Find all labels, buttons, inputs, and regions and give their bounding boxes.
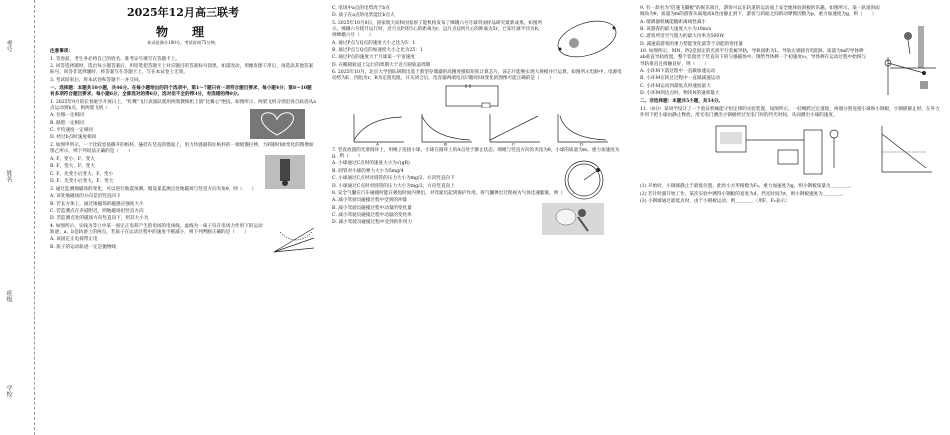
notice-title: 注意事项： bbox=[50, 49, 73, 55]
q4-figure-field-lines bbox=[272, 224, 316, 254]
q7-option-c: C. 小球通过C点时对圆管的压力大小为mg/2，方向竖直向下 bbox=[332, 176, 455, 182]
q11-apparatus bbox=[714, 120, 864, 182]
q1-stem: 1. 2025年9月的长春航空开放日上，"红鹰"飞行表演队使用两架教练机上演"比翼心"绝技。如图所示，两架飞机分别沿各自轨迹从a点运动到b点，则两架飞机（ ） bbox=[50, 99, 316, 111]
q11-graph bbox=[876, 122, 936, 178]
notice-2: 2. 回答选择题时，选出每小题答案后，用铅笔把答题卡上对应题目的答案标号涂黑。如需改动，用橡皮擦干净后，再选涂其他答案标号。回答非选择题时，将答案写在答题卡上，写在本试卷上无效。 bbox=[50, 64, 314, 76]
q2-block bbox=[50, 157, 316, 187]
q3-option-a: A. 该处地磁场的方向是沿竖直向下 bbox=[50, 194, 121, 200]
side-label-class: 班级 bbox=[5, 290, 12, 302]
q5-option-d: D. 在椭圆轨道上运行的周期大于近月圆轨道周期 bbox=[332, 62, 431, 68]
svg-text:C: C bbox=[512, 141, 516, 146]
q11-figures bbox=[640, 120, 940, 184]
q4-option-c: C. 电场中a点的电势高于b点 bbox=[332, 6, 390, 11]
q11-part-1: (1) 开始时，小钢球静止于最低位置，此时小方形格数为F₀，重力加速度为g，则小钢板质量为＿＿＿＿。 bbox=[640, 184, 854, 190]
q5-block bbox=[332, 21, 622, 69]
q11-part-2: (2) 若计时器开始工作，某次实验中测得小钢板的宽度为d，挡光时间为t，则小钢板速度为＿＿＿＿。 bbox=[640, 191, 846, 197]
q4-option-a: A. 该固定正电荷带正电 bbox=[50, 237, 98, 243]
exam-subject: 物 理 bbox=[155, 25, 210, 39]
q10-block bbox=[640, 49, 940, 97]
q1-option-c: C. 平均速度一定相同 bbox=[50, 127, 94, 133]
section-1-heading: 一、选择题：本题共10小题，共46分。在每小题给出的四个选项中，第1～7题只有一项符合题目要求，每小题4分；第8～10题有多项符合题目要求，每小题6分，全部选对的得6分，选对但不全的得3分，有选错的得0分。 bbox=[50, 85, 312, 98]
q7-option-a: A. 小球通过C点时的速度大小为√(gR) bbox=[332, 161, 410, 167]
side-label-name: 姓名 bbox=[5, 170, 12, 182]
q9-stem: 9. 有一款名为"倍速飞脚板"的娱乐项目，游客可以在轨道的运动面上安全地体验滑板的乐趣。如图所示，某一轨道斜面倾角为θ，质量为m的游客从离地高h处由静止滑下，游客与斜面之间的动摩擦因数为μ，重力加速度为g，则（ ） bbox=[640, 6, 880, 18]
q10-stem: 10. 如图所示，MN、PQ是固定的光滑平行金属导轨，导轨间距为L，导轨左端接有电阻R，质量为m的导体棒ab垂直导轨放置，整个装置处于竖直向下的匀强磁场中。现给导体棒一个初速度v₀，导体棒在运动过程中始终与导轨垂直且接触良好，则（ ） bbox=[640, 49, 867, 67]
q2-option-b: B. F、变大、F、变大 bbox=[50, 164, 95, 170]
q7-block bbox=[332, 148, 622, 190]
exam-info: 本试卷满分100分，考试时间75分钟。 bbox=[147, 40, 219, 46]
binding-margin bbox=[0, 0, 35, 435]
q4-block bbox=[50, 224, 316, 251]
q9-option-b: B. 该游客的最大速度大小为10m/s bbox=[640, 26, 711, 32]
q1-block bbox=[50, 113, 316, 143]
q9-block bbox=[640, 6, 940, 48]
q10-figure-rings bbox=[880, 53, 936, 97]
column-1 bbox=[50, 6, 316, 252]
q5-option-a: A. 通过P点与Q点的速度大小之比为5：1 bbox=[332, 40, 416, 46]
q9-option-d: D. 减速前游客的重力势能变化量等于动能的变化量 bbox=[640, 41, 743, 47]
q5-figure-orbit bbox=[554, 19, 620, 59]
q7-option-b: B. 圆管对小球的弹力大小为5mg/4 bbox=[332, 168, 404, 174]
q2-figure-photo bbox=[265, 155, 305, 189]
exam-title: 2025年12月高三联考 bbox=[127, 6, 239, 19]
q8-option-b: B. 减小驾驶员碰撞过程中动量的变化量 bbox=[332, 205, 412, 211]
q10-option-a: A. 小环M下落过程中一直做加速运动 bbox=[640, 68, 716, 74]
q10-option-b: B. 小环M在转过过程中一直做减速运动 bbox=[640, 76, 720, 82]
q6-graph-c bbox=[490, 114, 540, 146]
q2-stem: 2. 如图甲所示，一个比较容易撕开的纸杯，悬挂在竖直的墙面上，用力传感器钩住纸杯的一端缓慢拉伸，力F随时间t变化的图像如图乙所示，则下列说法正确的是（ ） bbox=[50, 143, 314, 155]
q10-option-d: D. 小环M到达点时，物块N的速率最大 bbox=[640, 91, 720, 97]
q1-option-b: B. 路程一定相同 bbox=[50, 120, 84, 126]
q6-circuit bbox=[442, 84, 502, 108]
q6-graphs bbox=[332, 112, 622, 146]
q3-stem: 3. 通过监测地磁场的变化，可以进行地震预测。假设某监测点处地磁场与竖直方向夹角θ，则（ ） bbox=[50, 186, 257, 192]
q5-stem: 5. 2025年10月8日，国家航天局和国家原子能机构发布了嫦娥六号月球背面样品研究最新成果。如图所示，嫦娥六号绕月运行时，近月点P到月心的距离为r，远月点Q到月心的距离为5r，已知月球半径为R，则嫦娥六号（ ） bbox=[332, 20, 543, 39]
svg-text:D: D bbox=[580, 141, 584, 146]
q4-stem: 4. 如图所示，实线为等立中某一固定正电荷产生的电场的电场线，虚线为一质子仅在电场力作用下的运动轨迹，a、b是轨迹上的两点，若质子在运动过程中的速度不断减小，则下列判断正确的是（ ） bbox=[50, 223, 263, 235]
section-2-heading: 二、非选择题：本题共5小题，共54分。 bbox=[640, 99, 724, 105]
q7-stem: 7. 竖直放置的光滑圆环上，用绳子连接小球，小球在圆环上的A点处于静止状态，细绳与竖直方向的夹角为θ，小球的质量为m，重力加速度为g，则（ ） bbox=[332, 147, 620, 159]
q4-option-b: B. 质子的运动轨迹一定是抛物线 bbox=[50, 244, 117, 250]
q2-option-d: D. F、先变小后变大、F、变大 bbox=[50, 178, 114, 184]
q3-option-b: B. 若长方体上，通过地磁场的磁感应强度大小 bbox=[50, 201, 144, 207]
q3-option-c: C. 若监测点在赤道附近，则地磁场沿竖直方向 bbox=[50, 208, 144, 214]
q8-stem: 8. 安全气囊在汽车碰撞时能在极短时间内弹出，对驾驶员起到保护作用。将气囊弹出过程视为气体迅速膨胀，则（ ） bbox=[332, 190, 577, 196]
q1-option-d: D. 经过b点时速度相同 bbox=[50, 135, 97, 141]
q1-figure-heart bbox=[250, 109, 305, 139]
q8-block bbox=[332, 191, 622, 227]
column-2 bbox=[332, 6, 622, 228]
q9-option-a: A. 缓降器机械能随距离线性减小 bbox=[640, 19, 706, 25]
side-label-kaohao: 考号 bbox=[5, 40, 12, 52]
notice-1: 1. 答卷前，考生务必将自己的姓名、准考证号填写在答题卡上。 bbox=[50, 56, 180, 62]
q8-option-c: C. 减小驾驶员碰撞过程中动量的变化率 bbox=[332, 213, 412, 219]
side-label-school: 学校 bbox=[5, 385, 12, 397]
q4-option-d: D. 质子在a点的电势能比b点大 bbox=[332, 13, 395, 19]
q8-option-d: D. 减小驾驶员碰撞过程中受到的作用力 bbox=[332, 220, 412, 226]
q6-stem: 6. 2025年10月，北京大学团队研制出基于新型存储器的高精度模拟矩阵计算芯片，该芯片能够实现大规模并行运算。如图所示电路中，电源电动势为E、内阻为r，R为定值电阻，开关闭合后，电容器两端电压U随时间t变化的图像可能正确的是（ ） bbox=[332, 70, 622, 82]
q6-graph-d bbox=[558, 114, 608, 146]
q8-option-a: A. 减小驾驶员碰撞过程中受到的冲量 bbox=[332, 198, 408, 204]
q9-option-c: C. 游客所受空气阻力的最大功率为500W bbox=[640, 34, 725, 40]
column-3 bbox=[640, 6, 940, 206]
q8-figure-airbag bbox=[542, 203, 604, 235]
svg-text:B: B bbox=[444, 141, 447, 146]
q11-stem: 11.（8分）某同学设计了一个验证机械能守恒定律的实验装置，如图所示，一轻绳跨过定滑轮，两端分别连接小球和小钢板，小钢板静止时，在外力作用下把小球由静止释放，用光电门测出小钢板经过光电门时的挡光时间，从而测出小球的速度。 bbox=[640, 106, 940, 118]
q5-option-c: C. 通过P点的速度大于月球第一宇宙速度 bbox=[332, 55, 415, 61]
q1-option-a: A. 位移一定相同 bbox=[50, 113, 84, 119]
q6-graph-a bbox=[354, 114, 404, 146]
q2-option-a: A. F、变小、F、变大 bbox=[50, 156, 95, 162]
q5-option-b: B. 通过P点与Q点的加速度大小之比为25：1 bbox=[332, 47, 423, 53]
q3-option-d: D. 若监测点处的磁场方向竖直向下，则其大小为 bbox=[50, 216, 149, 222]
q11-part-3: (3) 小钢球通过最低点时，由于小钢板运动，则＿＿＿＿（用F、F₀表示） bbox=[640, 199, 790, 205]
notice-3: 3. 考试结束后，将本试卷和答题卡一并交回。 bbox=[50, 77, 144, 83]
q10-option-c: C. 小环M运动到最低点时速度最大 bbox=[640, 83, 711, 89]
q7-option-d: D. 小球通过C点时对圆管的压力大小为mg/2，方向竖直向上 bbox=[332, 183, 455, 189]
q6-graph-b bbox=[422, 114, 472, 146]
svg-text:A: A bbox=[376, 141, 379, 146]
q6-figures bbox=[332, 84, 622, 148]
q2-option-c: C. F、先变小后变大、F、变小 bbox=[50, 171, 114, 177]
